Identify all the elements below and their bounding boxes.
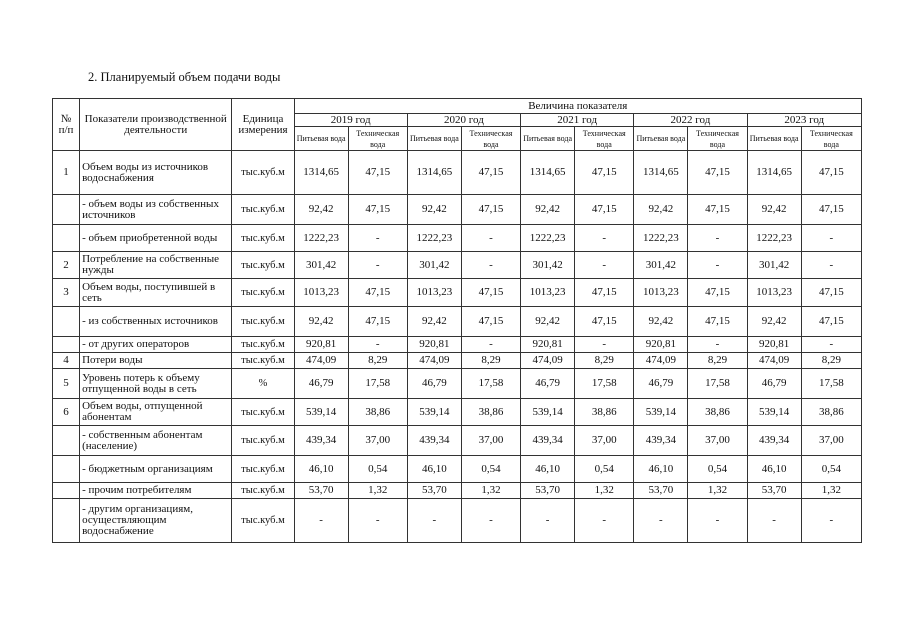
drinking-value: 1222,23: [407, 225, 461, 252]
drinking-value: 92,42: [521, 307, 575, 337]
row-number: [53, 426, 80, 456]
drinking-value: -: [747, 499, 801, 543]
header-no: № п/п: [53, 99, 80, 151]
technical-value: 8,29: [688, 353, 747, 369]
drinking-value: 46,79: [634, 369, 688, 399]
technical-value: 47,15: [688, 195, 747, 225]
header-technical: Техническая вода: [688, 127, 747, 151]
drinking-value: -: [634, 499, 688, 543]
technical-value: 47,15: [348, 279, 407, 307]
table-row: [53, 225, 862, 252]
technical-value: 47,15: [348, 307, 407, 337]
technical-value: 38,86: [575, 399, 634, 426]
header-value: Величина показателя: [294, 99, 861, 114]
drinking-value: 46,79: [747, 369, 801, 399]
technical-value: -: [801, 337, 861, 353]
technical-value: 1,32: [688, 483, 747, 499]
drinking-value: 92,42: [747, 195, 801, 225]
drinking-value: 474,09: [294, 353, 348, 369]
technical-value: -: [461, 225, 520, 252]
header-indicators: Показатели производственной деятельности: [80, 99, 232, 151]
table-row: [53, 426, 862, 456]
technical-value: 17,58: [801, 369, 861, 399]
header-technical: Техническая вода: [575, 127, 634, 151]
technical-value: -: [575, 499, 634, 543]
drinking-value: 474,09: [407, 353, 461, 369]
technical-value: -: [801, 499, 861, 543]
drinking-value: 539,14: [521, 399, 575, 426]
indicator-name: - объем приобретенной воды: [80, 225, 232, 252]
technical-value: 1,32: [461, 483, 520, 499]
drinking-value: 46,79: [294, 369, 348, 399]
drinking-value: 92,42: [521, 195, 575, 225]
header-drinking: Питьевая вода: [294, 127, 348, 151]
table-row: [53, 369, 862, 399]
drinking-value: -: [294, 499, 348, 543]
technical-value: 47,15: [575, 151, 634, 195]
technical-value: 38,86: [348, 399, 407, 426]
header-drinking: Питьевая вода: [747, 127, 801, 151]
drinking-value: 1314,65: [294, 151, 348, 195]
technical-value: 0,54: [801, 456, 861, 483]
drinking-value: 46,10: [407, 456, 461, 483]
drinking-value: -: [521, 499, 575, 543]
drinking-value: 53,70: [634, 483, 688, 499]
drinking-value: 439,34: [294, 426, 348, 456]
technical-value: -: [461, 337, 520, 353]
row-number: [53, 337, 80, 353]
drinking-value: 46,10: [634, 456, 688, 483]
technical-value: 8,29: [575, 353, 634, 369]
drinking-value: 1222,23: [747, 225, 801, 252]
drinking-value: 439,34: [747, 426, 801, 456]
header-drinking: Питьевая вода: [407, 127, 461, 151]
drinking-value: 474,09: [634, 353, 688, 369]
technical-value: 0,54: [688, 456, 747, 483]
indicator-name: - собственным абонентам (население): [80, 426, 232, 456]
unit-cell: тыс.куб.м: [232, 225, 294, 252]
drinking-value: 92,42: [634, 307, 688, 337]
drinking-value: 92,42: [407, 195, 461, 225]
drinking-value: 920,81: [407, 337, 461, 353]
header-year: 2020 год: [407, 114, 520, 127]
technical-value: 47,15: [575, 195, 634, 225]
drinking-value: 1222,23: [521, 225, 575, 252]
technical-value: 47,15: [461, 307, 520, 337]
technical-value: -: [801, 225, 861, 252]
indicator-name: Уровень потерь к объему отпущенной воды в сеть: [80, 369, 232, 399]
technical-value: -: [688, 252, 747, 279]
technical-value: 1,32: [348, 483, 407, 499]
drinking-value: 46,10: [747, 456, 801, 483]
table-row: [53, 337, 862, 353]
header-drinking: Питьевая вода: [634, 127, 688, 151]
technical-value: 38,86: [461, 399, 520, 426]
technical-value: 47,15: [801, 151, 861, 195]
technical-value: -: [688, 337, 747, 353]
drinking-value: 53,70: [521, 483, 575, 499]
drinking-value: 46,79: [521, 369, 575, 399]
drinking-value: 1222,23: [634, 225, 688, 252]
technical-value: 37,00: [575, 426, 634, 456]
technical-value: 47,15: [575, 307, 634, 337]
drinking-value: 301,42: [521, 252, 575, 279]
technical-value: 37,00: [461, 426, 520, 456]
technical-value: 0,54: [575, 456, 634, 483]
drinking-value: 92,42: [294, 307, 348, 337]
unit-cell: тыс.куб.м: [232, 499, 294, 543]
drinking-value: 301,42: [634, 252, 688, 279]
drinking-value: 539,14: [407, 399, 461, 426]
indicator-name: - от других операторов: [80, 337, 232, 353]
table-row: [53, 307, 862, 337]
indicator-name: Потребление на собственные нужды: [80, 252, 232, 279]
indicator-name: - бюджетным организациям: [80, 456, 232, 483]
header-year: 2019 год: [294, 114, 407, 127]
technical-value: 47,15: [575, 279, 634, 307]
drinking-value: 1013,23: [407, 279, 461, 307]
drinking-value: 92,42: [407, 307, 461, 337]
technical-value: -: [801, 252, 861, 279]
drinking-value: 46,79: [407, 369, 461, 399]
row-number: 1: [53, 151, 80, 195]
header-drinking: Питьевая вода: [521, 127, 575, 151]
technical-value: 17,58: [348, 369, 407, 399]
drinking-value: 92,42: [747, 307, 801, 337]
drinking-value: 539,14: [294, 399, 348, 426]
technical-value: -: [575, 225, 634, 252]
row-number: [53, 456, 80, 483]
technical-value: -: [461, 252, 520, 279]
unit-cell: тыс.куб.м: [232, 195, 294, 225]
drinking-value: 46,10: [521, 456, 575, 483]
drinking-value: -: [407, 499, 461, 543]
drinking-value: 53,70: [294, 483, 348, 499]
technical-value: 0,54: [461, 456, 520, 483]
technical-value: 37,00: [688, 426, 747, 456]
drinking-value: 1314,65: [634, 151, 688, 195]
technical-value: 47,15: [801, 195, 861, 225]
row-number: 6: [53, 399, 80, 426]
header-year: 2023 год: [747, 114, 861, 127]
row-number: [53, 483, 80, 499]
technical-value: -: [575, 252, 634, 279]
drinking-value: 539,14: [747, 399, 801, 426]
technical-value: 47,15: [461, 279, 520, 307]
technical-value: 47,15: [688, 307, 747, 337]
drinking-value: 1013,23: [634, 279, 688, 307]
technical-value: 1,32: [575, 483, 634, 499]
table-row: [53, 279, 862, 307]
unit-cell: тыс.куб.м: [232, 456, 294, 483]
unit-cell: тыс.куб.м: [232, 252, 294, 279]
drinking-value: 474,09: [747, 353, 801, 369]
drinking-value: 439,34: [634, 426, 688, 456]
technical-value: 17,58: [688, 369, 747, 399]
drinking-value: 1013,23: [747, 279, 801, 307]
header-technical: Техническая вода: [461, 127, 520, 151]
indicator-name: - из собственных источников: [80, 307, 232, 337]
section-heading: 2. Планируемый объем подачи воды: [88, 70, 281, 84]
table-row: [53, 252, 862, 279]
indicator-name: - объем воды из собственных источников: [80, 195, 232, 225]
technical-value: -: [688, 499, 747, 543]
technical-value: 17,58: [461, 369, 520, 399]
drinking-value: 920,81: [634, 337, 688, 353]
unit-cell: тыс.куб.м: [232, 399, 294, 426]
technical-value: 17,58: [575, 369, 634, 399]
header-year: 2021 год: [521, 114, 634, 127]
unit-cell: тыс.куб.м: [232, 337, 294, 353]
technical-value: -: [348, 252, 407, 279]
drinking-value: 53,70: [747, 483, 801, 499]
unit-cell: тыс.куб.м: [232, 307, 294, 337]
row-number: 2: [53, 252, 80, 279]
drinking-value: 474,09: [521, 353, 575, 369]
water-supply-table: [52, 98, 862, 543]
technical-value: 38,86: [801, 399, 861, 426]
drinking-value: 1222,23: [294, 225, 348, 252]
drinking-value: 1314,65: [407, 151, 461, 195]
technical-value: 37,00: [801, 426, 861, 456]
technical-value: 8,29: [801, 353, 861, 369]
technical-value: -: [348, 337, 407, 353]
technical-value: 47,15: [801, 307, 861, 337]
technical-value: 37,00: [348, 426, 407, 456]
technical-value: -: [575, 337, 634, 353]
technical-value: 47,15: [688, 151, 747, 195]
unit-cell: тыс.куб.м: [232, 151, 294, 195]
indicator-name: - другим организациям, осуществляющим водоснабжение: [80, 499, 232, 543]
drinking-value: 439,34: [407, 426, 461, 456]
row-number: 5: [53, 369, 80, 399]
technical-value: 47,15: [461, 195, 520, 225]
drinking-value: 92,42: [294, 195, 348, 225]
drinking-value: 1013,23: [521, 279, 575, 307]
drinking-value: 301,42: [407, 252, 461, 279]
drinking-value: 46,10: [294, 456, 348, 483]
unit-cell: тыс.куб.м: [232, 483, 294, 499]
indicator-name: Потери воды: [80, 353, 232, 369]
unit-cell: тыс.куб.м: [232, 353, 294, 369]
row-number: [53, 499, 80, 543]
drinking-value: 92,42: [634, 195, 688, 225]
drinking-value: 1314,65: [521, 151, 575, 195]
technical-value: -: [348, 499, 407, 543]
unit-cell: %: [232, 369, 294, 399]
table-row: [53, 399, 862, 426]
header-unit: Единица измерения: [232, 99, 294, 151]
row-number: 3: [53, 279, 80, 307]
table-row: [53, 195, 862, 225]
row-number: 4: [53, 353, 80, 369]
technical-value: 1,32: [801, 483, 861, 499]
technical-value: -: [461, 499, 520, 543]
technical-value: 38,86: [688, 399, 747, 426]
row-number: [53, 195, 80, 225]
table-row: [53, 456, 862, 483]
drinking-value: 439,34: [521, 426, 575, 456]
technical-value: 8,29: [461, 353, 520, 369]
technical-value: 47,15: [461, 151, 520, 195]
technical-value: 8,29: [348, 353, 407, 369]
table-row: [53, 483, 862, 499]
drinking-value: 1013,23: [294, 279, 348, 307]
indicator-name: Объем воды из источников водоснабжения: [80, 151, 232, 195]
technical-value: -: [348, 225, 407, 252]
indicator-name: - прочим потребителям: [80, 483, 232, 499]
indicator-name: Объем воды, поступившей в сеть: [80, 279, 232, 307]
drinking-value: 53,70: [407, 483, 461, 499]
drinking-value: 920,81: [294, 337, 348, 353]
drinking-value: 301,42: [747, 252, 801, 279]
header-technical: Техническая вода: [801, 127, 861, 151]
table-row: [53, 151, 862, 195]
drinking-value: 920,81: [521, 337, 575, 353]
table-row: [53, 499, 862, 543]
row-number: [53, 225, 80, 252]
header-technical: Техническая вода: [348, 127, 407, 151]
unit-cell: тыс.куб.м: [232, 426, 294, 456]
technical-value: 0,54: [348, 456, 407, 483]
row-number: [53, 307, 80, 337]
header-year: 2022 год: [634, 114, 747, 127]
drinking-value: 301,42: [294, 252, 348, 279]
technical-value: 47,15: [801, 279, 861, 307]
table-row: [53, 353, 862, 369]
technical-value: 47,15: [688, 279, 747, 307]
technical-value: 47,15: [348, 151, 407, 195]
unit-cell: тыс.куб.м: [232, 279, 294, 307]
drinking-value: 1314,65: [747, 151, 801, 195]
drinking-value: 539,14: [634, 399, 688, 426]
technical-value: 47,15: [348, 195, 407, 225]
technical-value: -: [688, 225, 747, 252]
indicator-name: Объем воды, отпущенной абонентам: [80, 399, 232, 426]
drinking-value: 920,81: [747, 337, 801, 353]
